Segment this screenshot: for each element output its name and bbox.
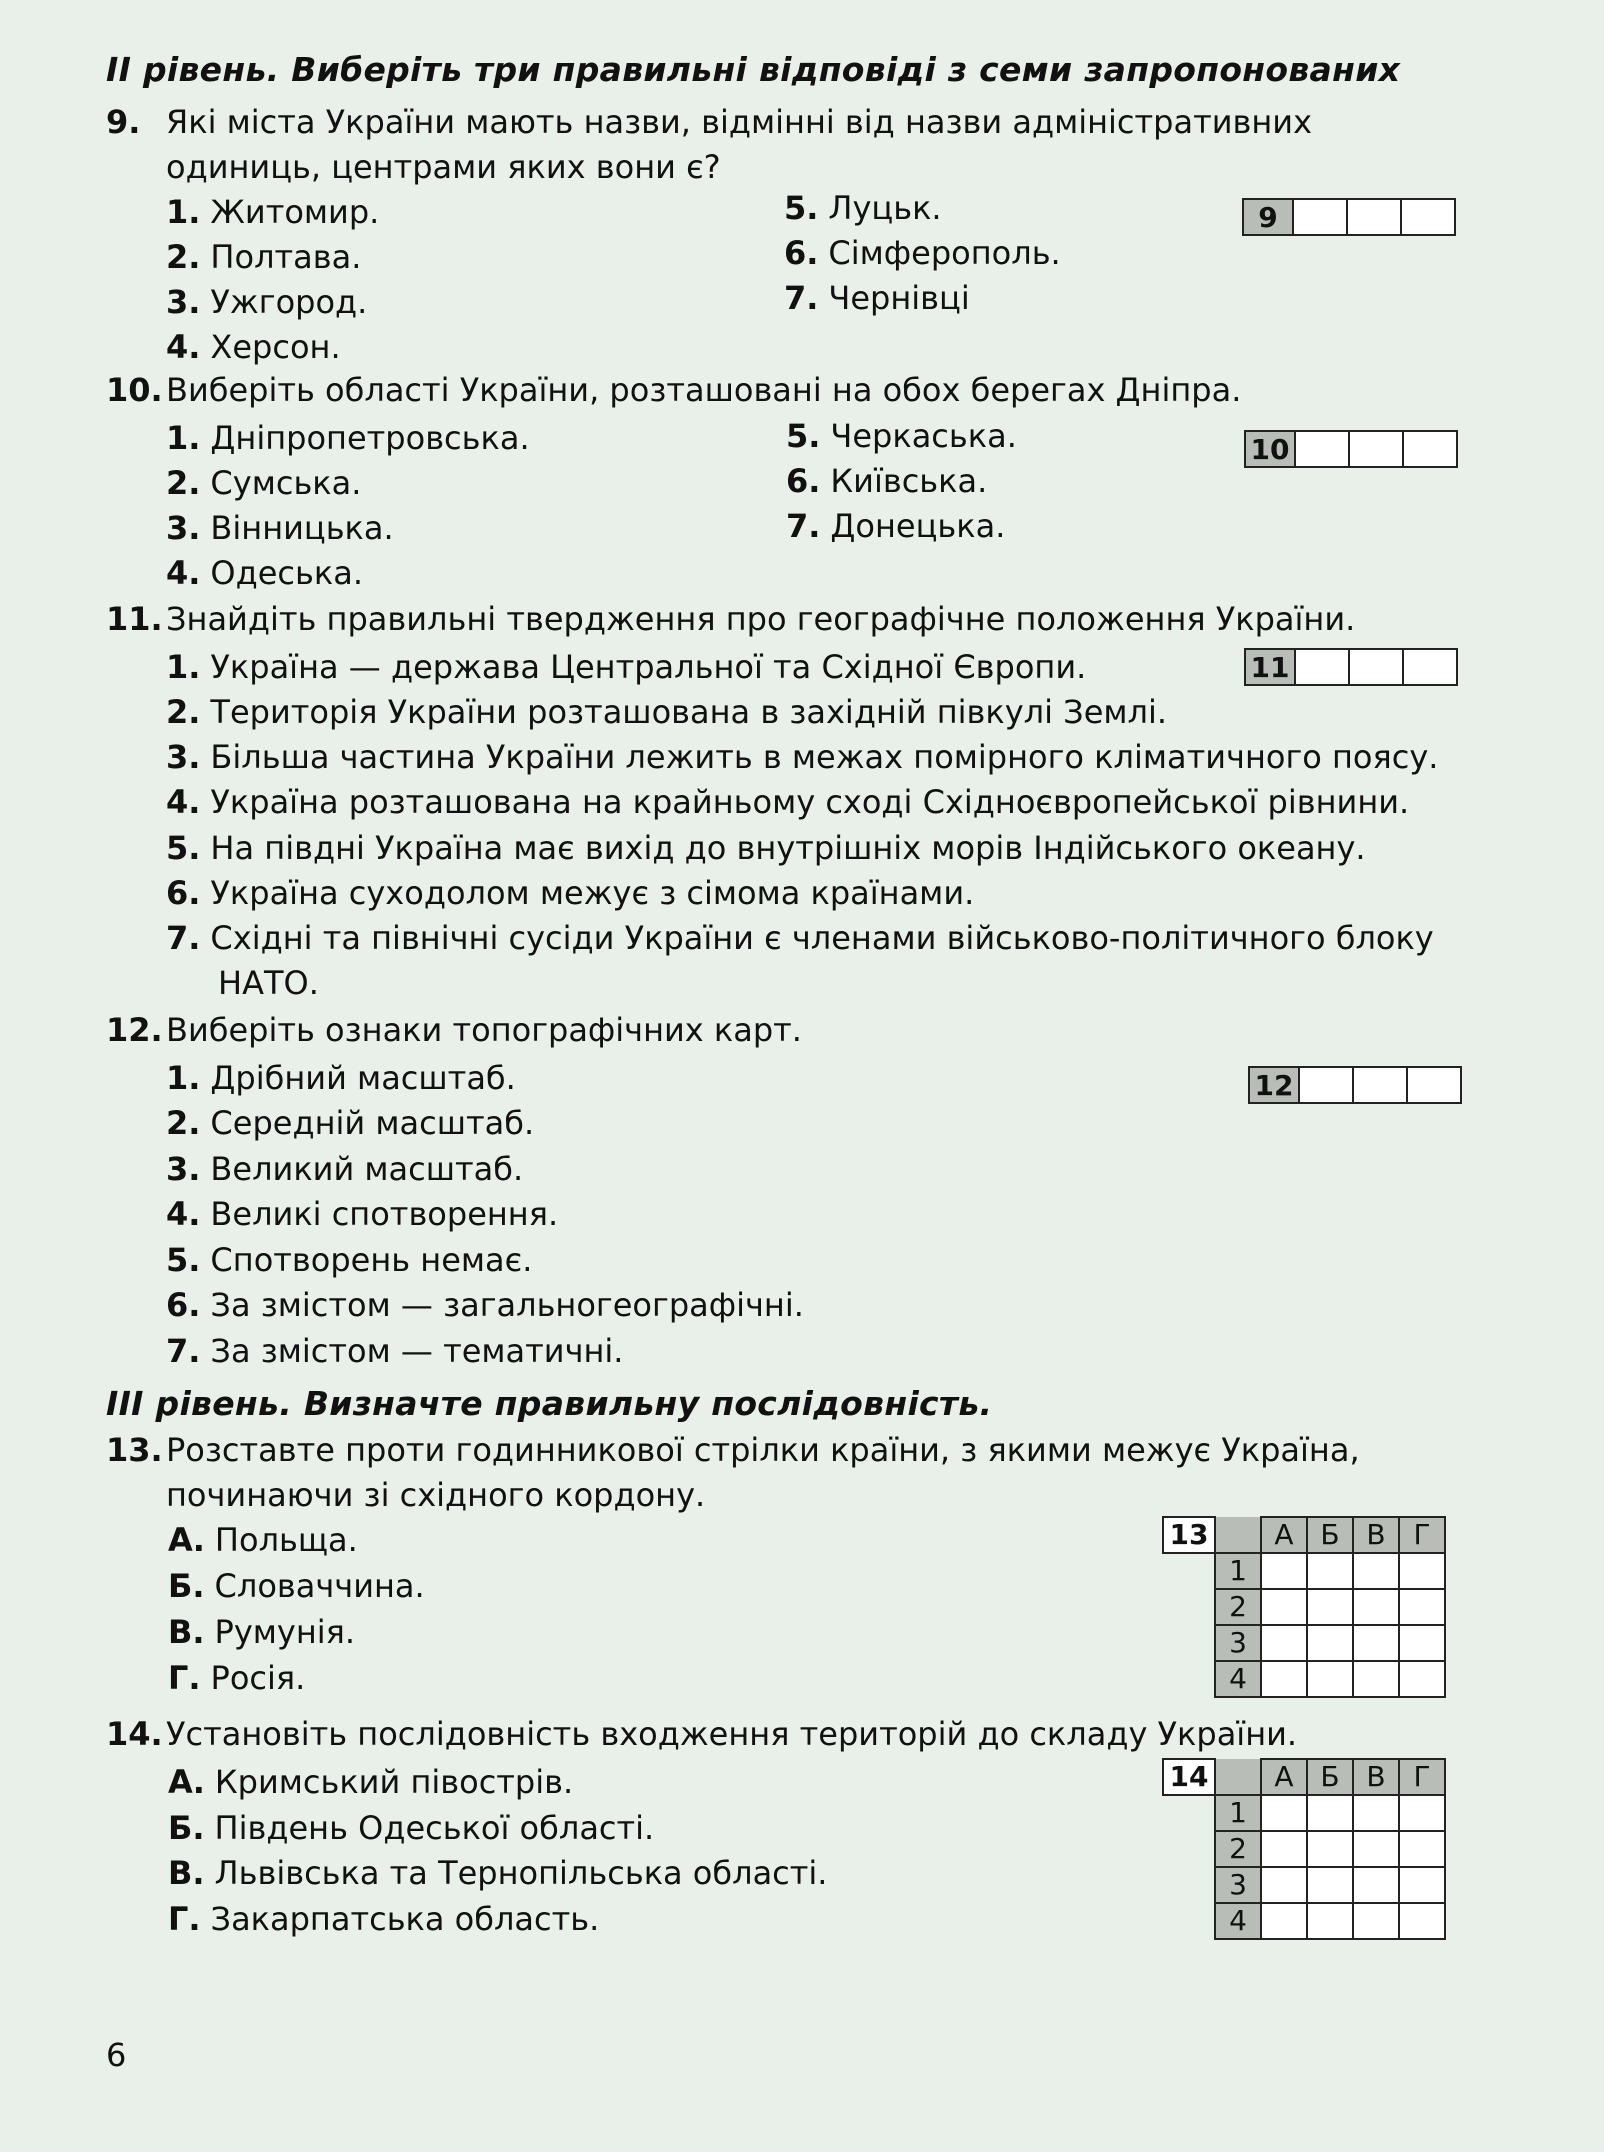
grid-spacer: [1215, 1517, 1261, 1553]
grid-cell[interactable]: [1307, 1795, 1353, 1831]
answer-cell[interactable]: [1294, 198, 1348, 236]
option: 3. Вінницька.: [166, 509, 394, 547]
grid-cell[interactable]: [1261, 1831, 1307, 1867]
answer-cell[interactable]: [1408, 1066, 1462, 1104]
grid-col-header: В: [1353, 1759, 1399, 1795]
option: 2. Середній масштаб.: [166, 1104, 535, 1142]
option: 1. Житомир.: [166, 193, 380, 231]
grid-col-header: Г: [1399, 1759, 1445, 1795]
answer-grid-label: 14: [1163, 1759, 1215, 1795]
grid-cell[interactable]: [1399, 1661, 1445, 1697]
grid-cell[interactable]: [1307, 1589, 1353, 1625]
question-9: [106, 100, 1466, 190]
level-3-heading: III рівень. Визначте правильну послідовність.: [106, 1384, 993, 1423]
answer-cell[interactable]: [1404, 648, 1458, 686]
grid-cell[interactable]: [1307, 1867, 1353, 1903]
grid-cell[interactable]: [1261, 1867, 1307, 1903]
option: 7. Чернівці: [784, 279, 970, 317]
level-2-heading: II рівень. Виберіть три правильні відповіді з семи запропонованих: [106, 50, 1401, 89]
answer-cell[interactable]: [1350, 430, 1404, 468]
option: 4. Одеська.: [166, 554, 363, 592]
answer-box-9[interactable]: [1242, 198, 1456, 236]
grid-cell[interactable]: [1307, 1661, 1353, 1697]
answer-cell[interactable]: [1300, 1066, 1354, 1104]
question-text: Знайдіть правильні твердження про географічне положення України.: [166, 600, 1356, 638]
question-number: 12.: [106, 1011, 163, 1049]
answer-box-10[interactable]: [1244, 430, 1458, 468]
grid-cell[interactable]: [1399, 1553, 1445, 1589]
option: 4. Великі спотворення.: [166, 1195, 559, 1233]
answer-grid-13[interactable]: [1162, 1516, 1446, 1698]
answer-cell[interactable]: [1404, 430, 1458, 468]
grid-cell[interactable]: [1307, 1831, 1353, 1867]
answer-cell[interactable]: [1296, 648, 1350, 686]
grid-cell[interactable]: [1399, 1795, 1445, 1831]
grid-row-label: 1: [1215, 1553, 1261, 1589]
question-text: Розставте проти годинникової стрілки країни, з якими межує Україна, починаючи зі східного кордону.: [166, 1431, 1360, 1514]
grid-row-label: 1: [1215, 1795, 1261, 1831]
question-text: Установіть послідовність входження територій до складу України.: [166, 1715, 1298, 1753]
grid-spacer: [1215, 1759, 1261, 1795]
option: 3. Ужгород.: [166, 283, 368, 321]
option: А. Кримський півострів.: [168, 1763, 574, 1801]
grid-row-label: 4: [1215, 1903, 1261, 1939]
question-number: 10.: [106, 371, 163, 409]
answer-box-12[interactable]: [1248, 1066, 1462, 1104]
option: 1. Україна — держава Центральної та Східної Європи.: [166, 648, 1087, 686]
grid-cell[interactable]: [1261, 1589, 1307, 1625]
page-number: 6: [106, 2036, 127, 2074]
question-14: [106, 1712, 1466, 1757]
grid-cell[interactable]: [1353, 1553, 1399, 1589]
grid-row-label: 3: [1215, 1867, 1261, 1903]
grid-cell[interactable]: [1261, 1795, 1307, 1831]
question-text: Виберіть області України, розташовані на обох берегах Дніпра.: [166, 371, 1242, 409]
answer-cell[interactable]: [1296, 430, 1350, 468]
grid-cell[interactable]: [1353, 1625, 1399, 1661]
option: 7. Донецька.: [786, 507, 1006, 545]
grid-cell[interactable]: [1261, 1553, 1307, 1589]
grid-cell[interactable]: [1353, 1795, 1399, 1831]
answer-grid-14[interactable]: [1162, 1758, 1446, 1940]
grid-col-header: Г: [1399, 1517, 1445, 1553]
option: Б. Словаччина.: [168, 1567, 425, 1605]
option: 4. Україна розташована на крайньому сході Східноєвропейської рівнини.: [166, 783, 1410, 821]
question-number: 9.: [106, 103, 141, 141]
grid-cell[interactable]: [1307, 1553, 1353, 1589]
grid-cell[interactable]: [1307, 1903, 1353, 1939]
question-11: [106, 597, 1466, 642]
option: 1. Дрібний масштаб.: [166, 1059, 516, 1097]
answer-cell[interactable]: [1348, 198, 1402, 236]
option: 2. Полтава.: [166, 238, 362, 276]
question-13: [106, 1428, 1466, 1518]
grid-cell[interactable]: [1353, 1661, 1399, 1697]
grid-cell[interactable]: [1353, 1831, 1399, 1867]
option: 3. Більша частина України лежить в межах помірного кліматичного поясу.: [166, 738, 1439, 776]
grid-col-header: В: [1353, 1517, 1399, 1553]
option: 2. Територія України розташована в західній півкулі Землі.: [166, 693, 1168, 731]
option: 5. Спотворень немає.: [166, 1241, 533, 1279]
option: 1. Дніпропетровська.: [166, 419, 530, 457]
grid-row-label: 2: [1215, 1589, 1261, 1625]
grid-col-header: Б: [1307, 1759, 1353, 1795]
grid-cell[interactable]: [1399, 1589, 1445, 1625]
option: 6. Україна суходолом межує з сімома країнами.: [166, 874, 975, 912]
grid-cell[interactable]: [1307, 1625, 1353, 1661]
answer-cell[interactable]: [1354, 1066, 1408, 1104]
option: 2. Сумська.: [166, 464, 362, 502]
grid-cell[interactable]: [1353, 1867, 1399, 1903]
question-text: Виберіть ознаки топографічних карт.: [166, 1011, 802, 1049]
grid-cell[interactable]: [1353, 1903, 1399, 1939]
grid-cell[interactable]: [1261, 1903, 1307, 1939]
question-text: Які міста України мають назви, відмінні від назви адміністративних одиниць, центрами яких вони є?: [166, 103, 1313, 186]
question-10: [106, 368, 1466, 413]
grid-cell[interactable]: [1399, 1867, 1445, 1903]
option: 4. Херсон.: [166, 328, 341, 366]
answer-cell[interactable]: [1350, 648, 1404, 686]
grid-row-label: 2: [1215, 1831, 1261, 1867]
grid-col-header: А: [1261, 1759, 1307, 1795]
grid-cell[interactable]: [1261, 1661, 1307, 1697]
answer-box-label: 10: [1244, 430, 1296, 468]
question-number: 11.: [106, 600, 163, 638]
option: 3. Великий масштаб.: [166, 1150, 524, 1188]
option: Г. Росія.: [168, 1659, 306, 1697]
grid-col-header: А: [1261, 1517, 1307, 1553]
option: Г. Закарпатська область.: [168, 1900, 600, 1938]
option: 7. За змістом — тематичні.: [166, 1332, 624, 1370]
option: Б. Південь Одеської області.: [168, 1809, 655, 1847]
answer-cell[interactable]: [1402, 198, 1456, 236]
answer-box-label: 11: [1244, 648, 1296, 686]
answer-box-11[interactable]: [1244, 648, 1458, 686]
question-number: 13.: [106, 1431, 163, 1469]
option: В. Румунія.: [168, 1613, 356, 1651]
grid-col-header: Б: [1307, 1517, 1353, 1553]
grid-row-label: 4: [1215, 1661, 1261, 1697]
option: 5. На півдні Україна має вихід до внутрішніх морів Індійського океану.: [166, 829, 1366, 867]
option: 5. Луцьк.: [784, 189, 942, 227]
grid-cell[interactable]: [1399, 1625, 1445, 1661]
grid-cell[interactable]: [1399, 1903, 1445, 1939]
option: 6. За змістом — загальногеографічні.: [166, 1286, 804, 1324]
grid-cell[interactable]: [1353, 1589, 1399, 1625]
answer-grid-label: 13: [1163, 1517, 1215, 1553]
option: 6. Сімферополь.: [784, 234, 1061, 272]
answer-box-label: 12: [1248, 1066, 1300, 1104]
grid-cell[interactable]: [1399, 1831, 1445, 1867]
option: 5. Черкаська.: [786, 417, 1017, 455]
question-12: [106, 1008, 1466, 1053]
option: 6. Київська.: [786, 462, 988, 500]
option: В. Львівська та Тернопільська області.: [168, 1854, 828, 1892]
question-number: 14.: [106, 1715, 163, 1753]
option: 7. Східні та північні сусіди України є членами військово-політичного блоку НАТО.: [166, 919, 1434, 1002]
grid-row-label: 3: [1215, 1625, 1261, 1661]
grid-cell[interactable]: [1261, 1625, 1307, 1661]
answer-box-label: 9: [1242, 198, 1294, 236]
option: А. Польща.: [168, 1521, 358, 1559]
